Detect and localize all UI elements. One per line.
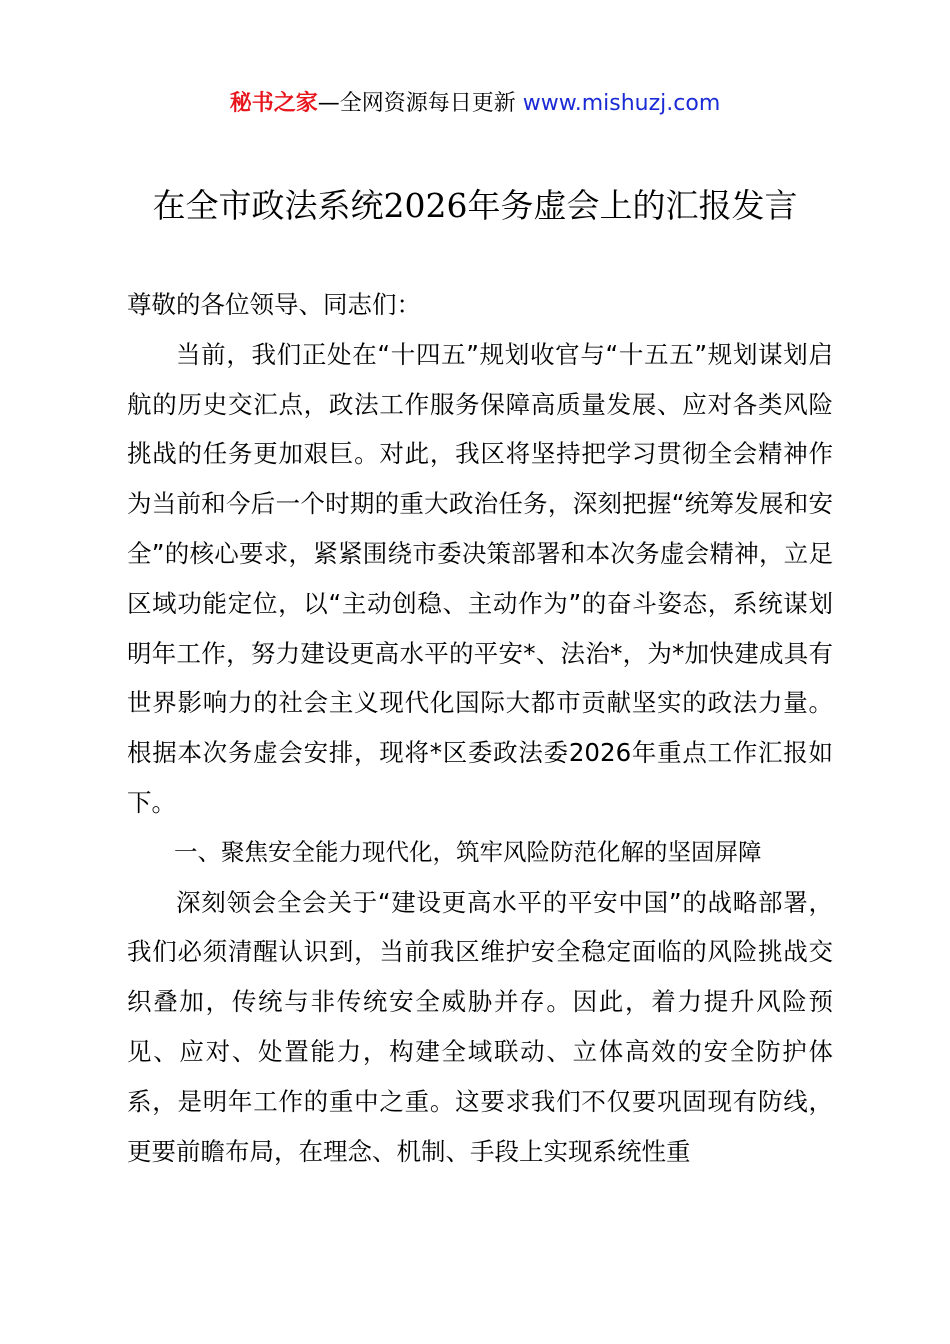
paragraph-intro: 当前，我们正处在“十四五”规划收官与“十五五”规划谋划启航的历史交汇点，政法工作服务保障高质量发展、应对各类风险挑战的任务更加艰巨。对此，我区将坚持把学习贯彻全会精神作为当前和今后一个时期的重大政治任务，深刻把握“统筹发展和安全”的核心要求，紧紧围绕市委决策部署和本次务虚会精神，立足区域功能定位，以“主动创稳、主动作为”的奋斗姿态，系统谋划明年工作，努力建设更高水平的平安*、法治*，为*加快建成具有世界影响力的社会主义现代化国际大都市贡献坚实的政法力量。根据本次务虚会安排，现将*区委政法委2026年重点工作汇报如下。 — [127, 339, 833, 817]
salutation: 尊敬的各位领导、同志们： — [127, 290, 421, 319]
header-tagline: —全网资源每日更新 — [317, 91, 523, 116]
site-url-link[interactable]: www.mishuzj.com — [522, 91, 721, 116]
paragraph-section-1: 深刻领会全会关于“建设更高水平的平安中国”的战略部署，我们必须清醒认识到，当前我区维护安全稳定面临的风险挑战交织叠加，传统与非传统安全威胁并存。因此，着力提升风险预见、应对、处置能力，构建全域联动、立体高效的安全防护体系，是明年工作的重中之重。这要求我们不仅要巩固现有防线，更要前瞻布局，在理念、机制、手段上实现系统性重 — [127, 887, 833, 1166]
site-header — [0, 86, 950, 122]
document-body — [127, 280, 833, 1176]
brand-name: 秘书之家 — [229, 91, 318, 116]
document-title: 在全市政法系统2026年务虚会上的汇报发言 — [152, 186, 798, 225]
section-heading-1: 一、聚焦安全能力现代化，筑牢风险防范化解的坚固屏障 — [174, 837, 762, 866]
